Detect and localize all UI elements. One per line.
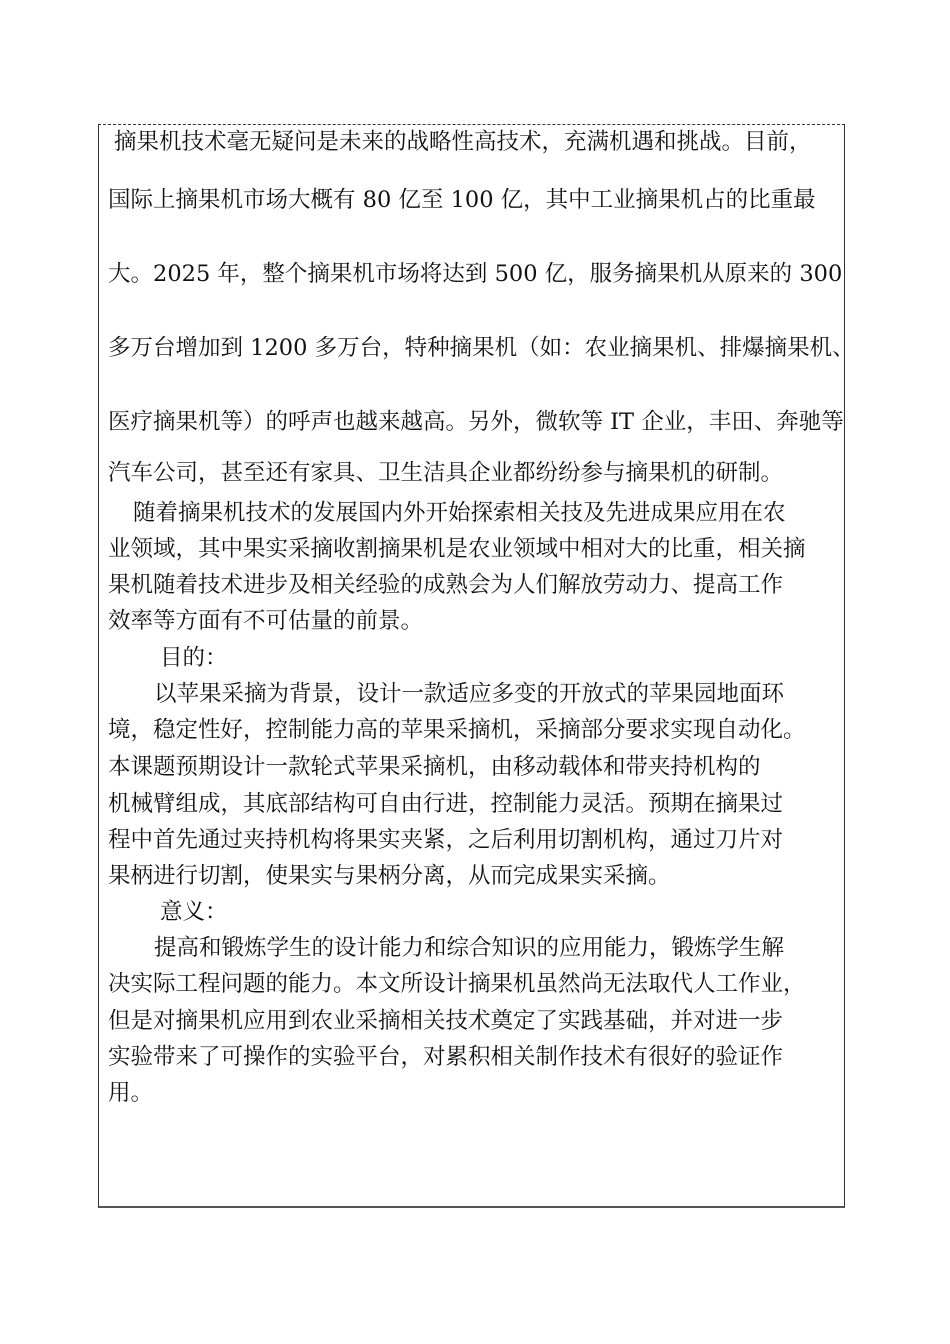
- text-line: 程中首先通过夹持机构将果实夹紧，之后利用切割机构，通过刀片对: [108, 827, 784, 853]
- text-line: 机械臂组成，其底部结构可自由行进，控制能力灵活。预期在摘果过: [108, 791, 784, 817]
- text-line: 但是对摘果机应用到农业采摘相关技术奠定了实践基础，并对进一步: [108, 1008, 784, 1034]
- paragraph-start-line: 随着摘果机技术的发展国内外开始探索相关技及先进成果应用在农: [133, 500, 786, 526]
- text-line: 果机随着技术进步及相关经验的成熟会为人们解放劳动力、提高工作: [108, 572, 784, 598]
- text-line: 果柄进行切割，使果实与果柄分离，从而完成果实采摘。: [108, 863, 671, 889]
- text-line: 大。2025 年，整个摘果机市场将达到 500 亿，服务摘果机从原来的 300: [108, 261, 843, 287]
- text-line: 本课题预期设计一款轮式苹果采摘机，由移动载体和带夹持机构的: [108, 754, 761, 780]
- text-line: 业领域，其中果实采摘收割摘果机是农业领域中相对大的比重，相关摘: [108, 536, 806, 562]
- text-line: 汽车公司，甚至还有家具、卫生洁具企业都纷纷参与摘果机的研制。: [108, 460, 784, 486]
- text-line: 摘果机技术毫无疑问是未来的战略性高技术，充满机遇和挑战。目前，: [114, 129, 812, 155]
- text-line: 国际上摘果机市场大概有 80 亿至 100 亿，其中工业摘果机占的比重最: [108, 187, 816, 213]
- section-heading-significance: 意义：: [160, 899, 228, 925]
- text-line: 多万台增加到 1200 多万台，特种摘果机（如：农业摘果机、排爆摘果机、: [108, 335, 855, 361]
- section-heading-purpose: 目的：: [160, 645, 228, 671]
- text-line: 用。: [108, 1080, 154, 1106]
- text-line: 实验带来了可操作的实验平台，对累积相关制作技术有很好的验证作: [108, 1044, 784, 1070]
- paragraph-start-line: 以苹果采摘为背景，设计一款适应多变的开放式的苹果园地面环: [154, 681, 785, 707]
- text-line: 医疗摘果机等）的呼声也越来越高。另外，微软等 IT 企业，丰田、奔驰等: [108, 409, 844, 435]
- text-line: 决实际工程问题的能力。本文所设计摘果机虽然尚无法取代人工作业，: [108, 971, 806, 997]
- text-line: 效率等方面有不可估量的前景。: [108, 608, 424, 634]
- paragraph-start-line: 提高和锻炼学生的设计能力和综合知识的应用能力，锻炼学生解: [154, 935, 785, 961]
- text-line: 境，稳定性好，控制能力高的苹果采摘机，采摘部分要求实现自动化。: [108, 717, 806, 743]
